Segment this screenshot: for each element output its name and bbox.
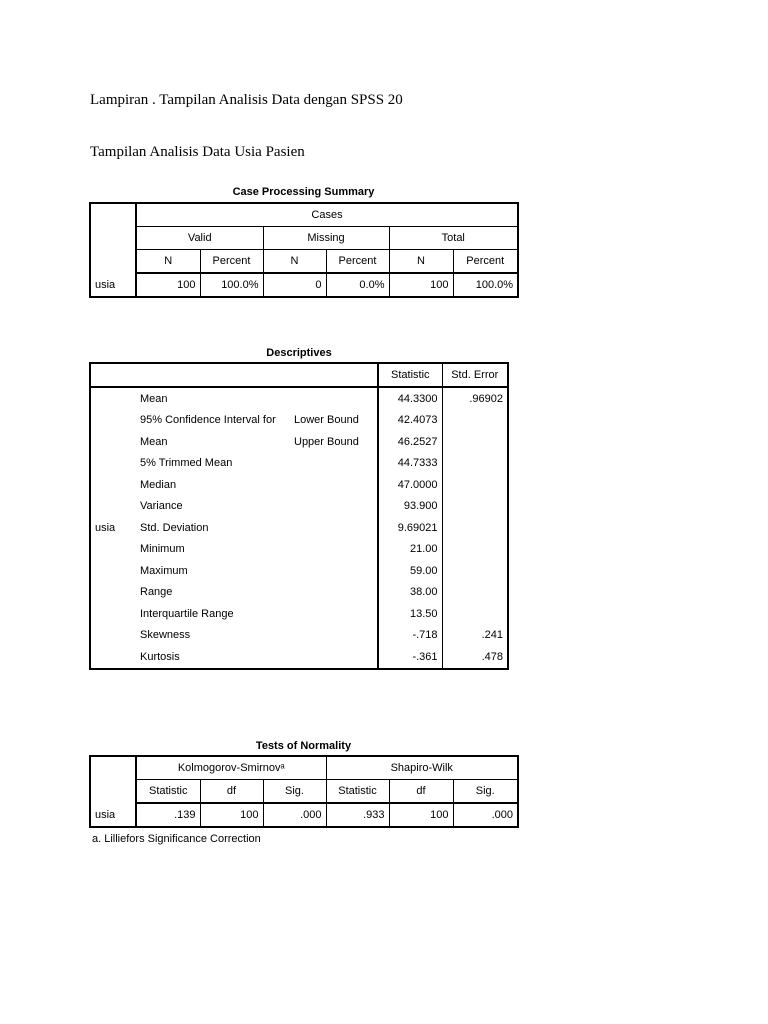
- std-error-value: [442, 474, 508, 496]
- stat-label: Skewness: [136, 625, 378, 647]
- subheader-percent: Percent: [453, 250, 518, 274]
- stat-sublabel: Upper Bound: [290, 431, 378, 453]
- std-error-value: [442, 603, 508, 625]
- stat-label: Kurtosis: [136, 646, 378, 669]
- statistic-value: 47.0000: [378, 474, 442, 496]
- group-header-total: Total: [389, 227, 518, 250]
- descriptives-table: [89, 362, 509, 670]
- stat-label: 5% Trimmed Mean: [136, 453, 378, 475]
- group-header-valid: Valid: [136, 227, 263, 250]
- group-header-shapiro: Shapiro-Wilk: [326, 756, 518, 780]
- stat-label: Range: [136, 582, 378, 604]
- statistic-value: 38.00: [378, 582, 442, 604]
- descriptives-row: [90, 474, 508, 496]
- descriptives-row: [90, 496, 508, 518]
- corner-cell: [90, 203, 136, 273]
- row-label-usia: usia: [90, 273, 136, 297]
- descriptives-title: Descriptives: [266, 347, 332, 359]
- descriptives-row: [90, 646, 508, 669]
- descriptives-row: [90, 517, 508, 539]
- normality-table: [89, 755, 519, 828]
- group-header-kolmogorov: Kolmogorov-Smirnovᵃ: [136, 756, 326, 780]
- value-cell: 100.0%: [200, 273, 263, 297]
- descriptives-row: [90, 560, 508, 582]
- value-cell: 100: [200, 803, 263, 827]
- descriptives-row: [90, 625, 508, 647]
- row-label-usia: usia: [90, 803, 136, 827]
- subheader-sig: Sig.: [263, 780, 326, 804]
- corner-cell: [90, 363, 378, 387]
- stat-label: Minimum: [136, 539, 378, 561]
- row-label-usia: usia: [90, 387, 136, 669]
- std-error-value: [442, 496, 508, 518]
- descriptives-row: [90, 387, 508, 410]
- statistic-value: 46.2527: [378, 431, 442, 453]
- stat-label: Median: [136, 474, 378, 496]
- statistic-value: 44.7333: [378, 453, 442, 475]
- value-cell: 0: [263, 273, 326, 297]
- value-cell: .000: [453, 803, 518, 827]
- descriptives-row: [90, 431, 508, 453]
- statistic-value: 59.00: [378, 560, 442, 582]
- appendix-heading: Lampiran . Tampilan Analisis Data dengan SPSS 20: [90, 92, 403, 108]
- case-summary-table: [89, 202, 519, 298]
- value-cell: 100.0%: [453, 273, 518, 297]
- statistic-value: 42.4073: [378, 410, 442, 432]
- statistic-value: 13.50: [378, 603, 442, 625]
- stat-sublabel: Lower Bound: [290, 410, 378, 432]
- value-cell: 0.0%: [326, 273, 389, 297]
- stat-label: Maximum: [136, 560, 378, 582]
- corner-cell: [90, 756, 136, 803]
- descriptives-row: [90, 453, 508, 475]
- descriptives-row: [90, 539, 508, 561]
- std-error-value: [442, 453, 508, 475]
- subheader-percent: Percent: [326, 250, 389, 274]
- statistic-value: 93.900: [378, 496, 442, 518]
- std-error-value: [442, 582, 508, 604]
- subheader-n: N: [263, 250, 326, 274]
- std-error-value: [442, 431, 508, 453]
- col-header-std-error: Std. Error: [442, 363, 508, 387]
- statistic-value: -.361: [378, 646, 442, 669]
- stat-label: Std. Deviation: [136, 517, 378, 539]
- col-header-statistic: Statistic: [378, 363, 442, 387]
- descriptives-row: [90, 582, 508, 604]
- std-error-value: [442, 410, 508, 432]
- value-cell: .000: [263, 803, 326, 827]
- subheader-statistic: Statistic: [136, 780, 200, 804]
- subheader-df: df: [389, 780, 453, 804]
- value-cell: .933: [326, 803, 389, 827]
- value-cell: 100: [136, 273, 200, 297]
- descriptives-row: [90, 603, 508, 625]
- descriptives-row: [90, 410, 508, 432]
- std-error-value: .241: [442, 625, 508, 647]
- subheader-n: N: [389, 250, 453, 274]
- stat-label: Mean: [140, 435, 168, 448]
- value-cell: 100: [389, 803, 453, 827]
- stat-label: Variance: [136, 496, 378, 518]
- subheader-statistic: Statistic: [326, 780, 389, 804]
- std-error-value: [442, 560, 508, 582]
- std-error-value: [442, 517, 508, 539]
- group-header-missing: Missing: [263, 227, 389, 250]
- stat-label: Mean: [136, 387, 378, 410]
- case-summary-title: Case Processing Summary: [232, 186, 375, 198]
- statistic-value: 9.69021: [378, 517, 442, 539]
- subheader-df: df: [200, 780, 263, 804]
- footnote: a. Lilliefors Significance Correction: [92, 833, 261, 845]
- subheader-n: N: [136, 250, 200, 274]
- std-error-value: [442, 539, 508, 561]
- statistic-value: 21.00: [378, 539, 442, 561]
- section-heading: Tampilan Analisis Data Usia Pasien: [90, 144, 305, 160]
- value-cell: .139: [136, 803, 200, 827]
- statistic-value: -.718: [378, 625, 442, 647]
- cases-header: Cases: [136, 203, 518, 227]
- statistic-value: 44.3300: [378, 387, 442, 410]
- std-error-value: .96902: [442, 387, 508, 410]
- normality-title: Tests of Normality: [255, 740, 352, 752]
- stat-label: Interquartile Range: [136, 603, 378, 625]
- subheader-sig: Sig.: [453, 780, 518, 804]
- stat-label: 95% Confidence Interval for: [140, 414, 276, 427]
- std-error-value: .478: [442, 646, 508, 669]
- value-cell: 100: [389, 273, 453, 297]
- subheader-percent: Percent: [200, 250, 263, 274]
